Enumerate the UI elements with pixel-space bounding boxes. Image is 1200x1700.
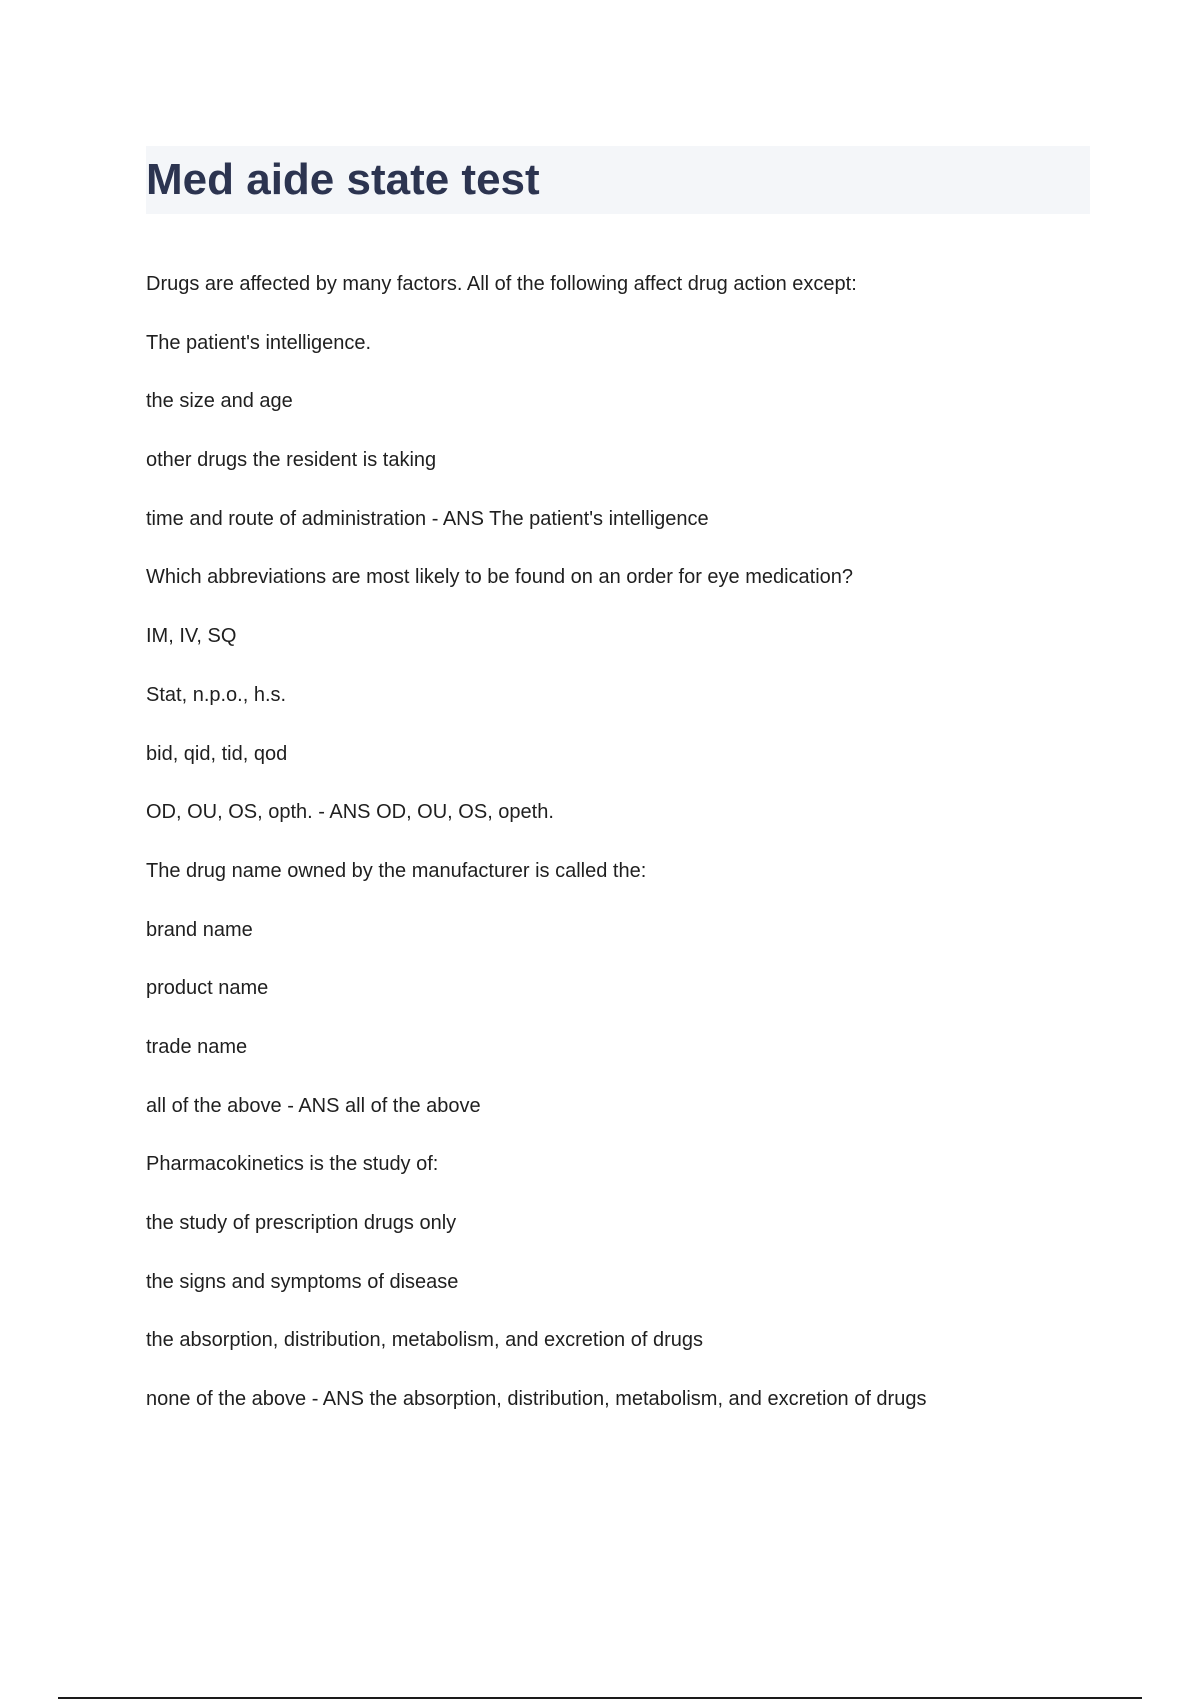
text-line: none of the above - ANS the absorption, distribution, metabolism, and excretion of drugs: [146, 1388, 927, 1411]
text-line: time and route of administration - ANS The patient's intelligence: [146, 507, 709, 530]
document-title: Med aide state test: [146, 155, 540, 204]
text-line: Stat, n.p.o., h.s.: [146, 683, 287, 706]
text-line: product name: [146, 977, 269, 1000]
text-line: IM, IV, SQ: [146, 625, 237, 648]
text-line: Which abbreviations are most likely to be found on an order for eye medication?: [146, 566, 854, 589]
question-list: [146, 268, 1096, 1442]
text-line: brand name: [146, 918, 253, 941]
text-line: trade name: [146, 1035, 248, 1058]
text-line: other drugs the resident is taking: [146, 449, 437, 472]
text-line: Drugs are affected by many factors. All of the following affect drug action except:: [146, 273, 857, 295]
text-line: Pharmacokinetics is the study of:: [146, 1153, 439, 1176]
text-line: bid, qid, tid, qod: [146, 742, 288, 765]
text-line: the absorption, distribution, metabolism, and excretion of drugs: [146, 1329, 703, 1352]
footer-rule: [58, 1697, 1142, 1699]
text-line: The patient's intelligence.: [146, 331, 372, 354]
text-line: OD, OU, OS, opth. - ANS OD, OU, OS, opeth.: [146, 801, 554, 824]
text-line: the study of prescription drugs only: [146, 1212, 457, 1234]
text-line: the signs and symptoms of disease: [146, 1270, 459, 1293]
text-line: all of the above - ANS all of the above: [146, 1094, 481, 1117]
text-line: The drug name owned by the manufacturer is called the:: [146, 859, 647, 882]
text-line: the size and age: [146, 390, 293, 413]
